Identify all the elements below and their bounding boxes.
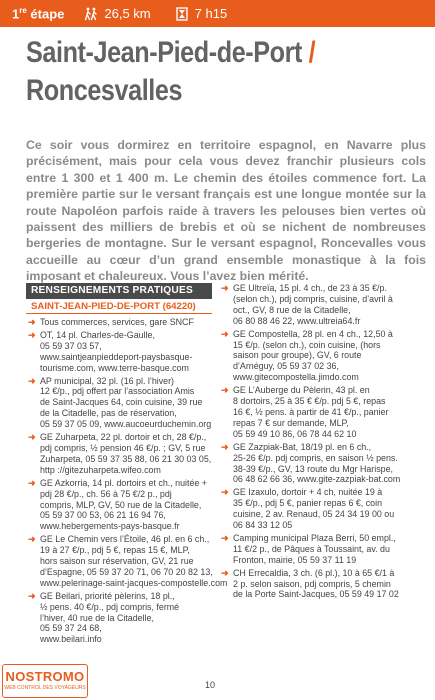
arrow-icon: ➜	[28, 375, 36, 386]
list-item	[26, 330, 212, 374]
list-item	[26, 376, 212, 431]
list-item-line: GE Zazpiak-Bat, 18/19 pl. en 6 ch.,	[233, 441, 372, 452]
list-item	[26, 478, 212, 533]
list-item-line: 15 €/p. (selon ch.), coin cuisine, (hors	[233, 339, 381, 350]
arrow-icon: ➜	[28, 534, 36, 545]
list-item	[26, 432, 212, 476]
list-item-line: www.hebergements-pays-basque.fr	[40, 521, 180, 532]
practical-info-box	[26, 283, 228, 647]
list-item-line: de la Citadelle, pas de réservation,	[40, 408, 177, 419]
list-item-line: tourisme.com, www.terre-basque.com	[40, 362, 189, 373]
list-item-line: l’hiver, 40 rue de la Citadelle,	[40, 612, 154, 623]
list-item-line: GE Ultreïa, 15 pl. 4 ch., de 23 à 35 €/p.	[233, 283, 387, 293]
list-item-line: 12 €/p., pdj offert par l’association Amis	[40, 386, 195, 397]
list-item-line: (selon ch.), pdj compris, cuisine, d’avril à	[233, 293, 393, 304]
arrow-icon: ➜	[28, 329, 36, 340]
intro-paragraph: Ce soir vous dormirez en territoire espagnol, en Navarre plus précisément, mais pour cela vous devez franchir plusieurs cols entre 1 300 et 1 400 m. Le chemin des étoiles commence fort. La première partie sur le versant français est une longue montée sur la route Napoléon parfois raide à travers les pelouses bien vertes où paissent des milliers de brebis et où se nichent de nombreuses bergeries de montagne. Sur le versant espagnol, Roncevalles vous accueille au cœur d’un grand ensemble monastique à la fois imposant et chaleureux. Vous l’avez bien mérité.	[26, 138, 426, 284]
title-slash: /	[308, 36, 316, 69]
list-item-line: GE Le Chemin vers l’Étoile, 46 pl. en 6 ch.,	[40, 534, 210, 545]
arrow-icon: ➜	[221, 328, 229, 339]
stage-label: 1re étape	[12, 5, 65, 22]
list-item-line: OT, 14 pl. Charles-de-Gaulle,	[40, 329, 155, 340]
list-item	[26, 534, 228, 589]
list-item-line: 05 59 37 24 68,	[40, 623, 102, 634]
stage-banner	[0, 0, 435, 27]
list-item-line: www.pelerinage-saint-jacques-compostelle.com	[40, 577, 228, 588]
list-item	[219, 533, 419, 566]
list-item	[219, 385, 419, 440]
list-item-line: http ://gitezuharpeta.wifeo.com	[40, 464, 161, 475]
arrow-icon: ➜	[221, 487, 229, 498]
list-item-line: oct., GV, 8 rue de la Citadelle,	[233, 304, 351, 315]
accommodation-column-2	[219, 283, 419, 602]
list-item-line: pdj 28 €/p., ch. 56 à 75 €/2 p., pdj	[40, 488, 172, 499]
list-item-line: GE Compostella, 28 pl. en 4 ch., 12,50 à	[233, 328, 393, 339]
list-item-line: 05 59 49 10 86, 06 78 44 62 10	[233, 428, 357, 439]
list-item	[219, 283, 419, 327]
page-number: 10	[205, 680, 216, 690]
list-item-line: 06 48 62 66 36, www.gite-zazpiak-bat.com	[233, 474, 401, 485]
practical-info-heading: RENSEIGNEMENTS PRATIQUES	[26, 283, 212, 299]
list-item-line: d’Espagne, 05 59 37 20 71, 06 70 20 82 13,	[40, 566, 213, 577]
list-item-line: AP municipal, 32 pl. (16 pl. l’hiver)	[40, 375, 175, 386]
list-item-line: 2 p. selon saison, pdj compris, 5 chemin	[233, 578, 391, 589]
list-item-line: 05 59 37 05 09, www.aucoeurduchemin.org	[40, 419, 212, 430]
list-item-line: GE Zuharpeta, 22 pl. dortoir et ch, 28 €/p.,	[40, 432, 207, 443]
list-item-line: www.beilari.info	[40, 634, 102, 645]
list-item-line: GE Izaxulo, dortoir + 4 ch, nuitée 19 à	[233, 487, 383, 498]
arrow-icon: ➜	[28, 477, 36, 488]
town-heading: SAINT-JEAN-PIED-DE-PORT (64220)	[26, 299, 212, 314]
arrow-icon: ➜	[221, 441, 229, 452]
hourglass-icon	[175, 7, 189, 21]
list-item	[219, 329, 419, 384]
accommodation-list-2	[219, 283, 419, 600]
list-item-line: repas 7 € sur demande, MLP,	[233, 417, 349, 428]
list-item-line: 19 à 27 €/p., pdj 5 €, repas 15 €, MLP,	[40, 545, 190, 556]
list-item-line: d’Arnéguy, 05 59 37 02 36,	[233, 361, 339, 372]
list-item-line: Fronton, mairie, 05 59 37 11 19	[233, 554, 357, 565]
arrow-icon: ➜	[28, 590, 36, 601]
list-item	[219, 568, 419, 601]
list-item-line: 05 59 37 03 57,	[40, 340, 102, 351]
arrow-icon: ➜	[221, 532, 229, 543]
arrow-icon: ➜	[28, 317, 36, 327]
page-title	[26, 34, 421, 110]
list-item	[219, 487, 419, 531]
list-item-line: GE L’Auberge du Pèlerin, 43 pl. en	[233, 385, 370, 396]
list-item-line: GE Azkorria, 14 pl. dortoirs et ch., nuitée +	[40, 477, 207, 488]
hikers-icon	[84, 7, 98, 21]
distance-value: 26,5 km	[104, 6, 151, 21]
list-item-line: GE Beilari, priorité pèlerins, 18 pl.,	[40, 590, 175, 601]
list-item-line: 11 €/2 p., de Pâques à Toussaint, av. du	[233, 543, 390, 554]
list-item-line: 38-39 €/p., GV, 13 route du Mgr Harispe,	[233, 463, 394, 474]
accommodation-list-1	[26, 317, 228, 645]
list-item-line: saison pour groupe), GV, 6 route	[233, 350, 362, 361]
list-item-line: de Saint-Jacques 64, coin cuisine, 39 rue	[40, 397, 203, 408]
list-item-line: ½ pens. 40 €/p., pdj compris, fermé	[40, 601, 180, 612]
list-item-line: 16 €, ½ pens. à partir de 41 €/p., panier	[233, 406, 389, 417]
distance-info	[84, 6, 150, 21]
list-item	[219, 442, 419, 486]
arrow-icon: ➜	[221, 385, 229, 396]
arrow-icon: ➜	[221, 567, 229, 578]
list-item-line: compris, MLP, GV, 50 rue de la Citadelle,	[40, 499, 202, 510]
list-item-line: 06 80 88 46 22, www.ultreia64.fr	[233, 315, 361, 326]
arrow-icon: ➜	[28, 432, 36, 443]
title-part1: Saint-Jean-Pied-de-Port	[26, 36, 302, 69]
arrow-icon: ➜	[221, 283, 229, 293]
duration-info	[175, 6, 228, 21]
title-part2: Roncesvalles	[26, 74, 183, 107]
list-item-line: 35 €/p., pdj 5 €, panier repas 6 €, coin	[233, 498, 383, 509]
list-item-line: hors saison sur réservation, GV, 21 rue	[40, 556, 194, 567]
list-item-line: 8 dortoirs, 25 à 35 € €/p. pdj 5 €, repas	[233, 396, 386, 407]
list-item	[26, 591, 212, 646]
list-item-line: 06 84 33 12 05	[233, 520, 293, 531]
list-item-line: CH Errecaldia, 3 ch. (6 pl.), 10 à 65 €/1 à	[233, 567, 395, 578]
list-item	[26, 317, 212, 328]
list-item-line: 05 59 37 00 53, 06 21 16 94 76,	[40, 510, 166, 521]
list-item-line: Tous commerces, services, gare SNCF	[40, 317, 194, 327]
list-item-line: www.saintjeanpieddeport-paysbasque-	[40, 351, 193, 362]
list-item-line: de la Porte Saint-Jacques, 05 59 49 17 02	[233, 589, 399, 600]
list-item-line: www.gitecompostella.jimdo.com	[233, 372, 359, 383]
list-item-line: 25-26 €/p. pdj compris, en saison ½ pens.	[233, 452, 398, 463]
list-item-line: Camping municipal Plaza Berri, 50 empl.,	[233, 532, 396, 543]
publisher-logo: NOSTROMO WEB CONTROL DES VOYAGEURS	[2, 664, 88, 698]
list-item-line: cuisine, 2 av. Renaud, 05 24 34 19 00 ou	[233, 509, 395, 520]
list-item-line: Zuharpeta, 05 59 37 35 88, 06 21 30 03 05,	[40, 453, 212, 464]
duration-value: 7 h15	[194, 6, 228, 21]
list-item-line: pdj compris, ½ pension 46 €/p. ; GV, 5 rue	[40, 442, 206, 453]
